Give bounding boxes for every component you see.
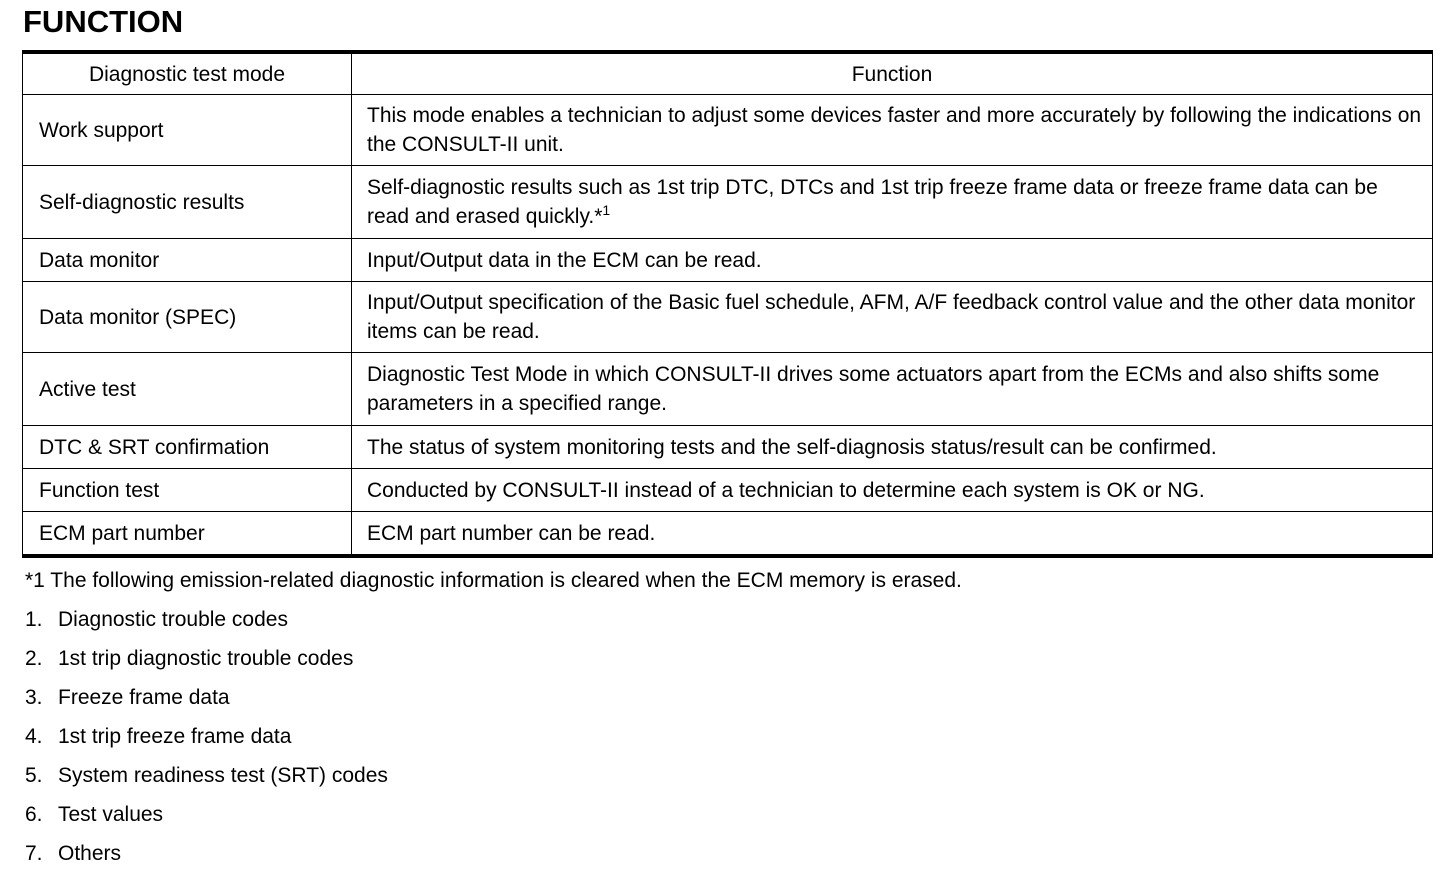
page-title: FUNCTION	[23, 4, 184, 39]
list-item	[25, 838, 388, 877]
table-row	[23, 95, 1433, 166]
mode-cell: Self-diagnostic results	[23, 166, 352, 239]
function-cell: Diagnostic Test Mode in which CONSULT-II drives some actuators apart from the ECMs and also shifts some parameters in a specified range.	[352, 353, 1433, 426]
list-item-text: 1st trip diagnostic trouble codes	[58, 647, 354, 670]
table-row	[23, 469, 1433, 512]
list-item	[25, 682, 388, 721]
mode-cell: Work support	[23, 95, 352, 166]
function-cell: Input/Output data in the ECM can be read.	[352, 239, 1433, 282]
footnote-ref: 1	[602, 202, 611, 218]
function-table	[22, 50, 1433, 558]
list-item	[25, 760, 388, 799]
table-row	[23, 426, 1433, 469]
mode-cell: Data monitor (SPEC)	[23, 282, 352, 353]
list-item-number: 4.	[25, 725, 43, 748]
list-item-text: Others	[58, 842, 122, 865]
table-row	[23, 166, 1433, 239]
list-item	[25, 799, 388, 838]
function-cell: ECM part number can be read.	[352, 512, 1433, 557]
list-item-number: 3.	[25, 686, 43, 709]
list-item-text: System readiness test (SRT) codes	[58, 764, 388, 787]
header-diagnostic-test-mode: Diagnostic test mode	[23, 52, 352, 95]
table-row	[23, 239, 1433, 282]
list-item-number: 5.	[25, 764, 43, 787]
table-row	[23, 353, 1433, 426]
function-cell: Input/Output specification of the Basic fuel schedule, AFM, A/F feedback control value and the other data monitor items can be read.	[352, 282, 1433, 353]
mode-cell: Active test	[23, 353, 352, 426]
mode-cell: DTC & SRT confirmation	[23, 426, 352, 469]
list-item	[25, 604, 388, 643]
function-cell	[352, 166, 1433, 239]
list-item	[25, 643, 388, 682]
list-item-number: 6.	[25, 803, 43, 826]
list-item-number: 1.	[25, 608, 43, 631]
mode-cell: Data monitor	[23, 239, 352, 282]
list-item-number: 7.	[25, 842, 43, 865]
function-text: Self-diagnostic results such as 1st trip DTC, DTCs and 1st trip freeze frame data or freeze frame data can be read and erased quickly.*	[367, 176, 1378, 228]
list-item-text: Freeze frame data	[58, 686, 230, 709]
function-cell: This mode enables a technician to adjust some devices faster and more accurately by following the indications on the CONSULT-II unit.	[352, 95, 1433, 166]
cleared-info-list	[25, 604, 388, 877]
list-item-text: Diagnostic trouble codes	[58, 608, 288, 631]
mode-cell: Function test	[23, 469, 352, 512]
function-cell: Conducted by CONSULT-II instead of a technician to determine each system is OK or NG.	[352, 469, 1433, 512]
footnote: *1 The following emission-related diagnostic information is cleared when the ECM memory is erased.	[25, 569, 962, 592]
table-row	[23, 282, 1433, 353]
table-header-row	[23, 52, 1433, 95]
list-item-text: 1st trip freeze frame data	[58, 725, 292, 748]
list-item	[25, 721, 388, 760]
list-item-number: 2.	[25, 647, 43, 670]
table-row	[23, 512, 1433, 557]
mode-cell: ECM part number	[23, 512, 352, 557]
function-cell: The status of system monitoring tests and the self-diagnosis status/result can be confirmed.	[352, 426, 1433, 469]
list-item-text: Test values	[58, 803, 164, 826]
header-function: Function	[352, 52, 1433, 95]
